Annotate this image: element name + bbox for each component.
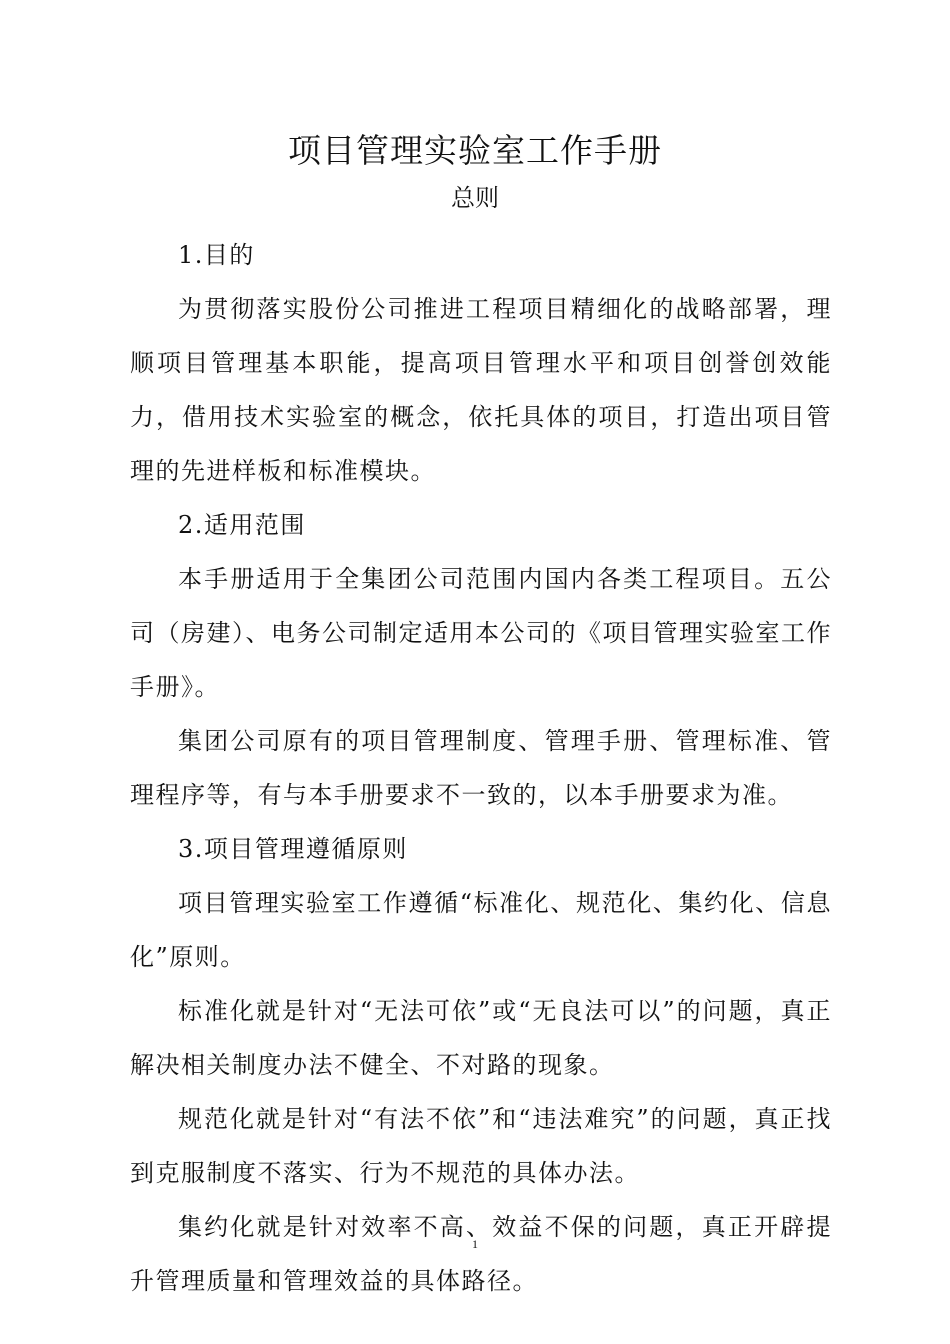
heading-principles: 3.项目管理遵循原则 [178, 835, 408, 863]
paragraph-scope: 本手册适用于全集团公司范围内国内各类工程项目。五公司（房建）、电务公司制定适用本公司的《项目管理实验室工作手册》。 [130, 565, 832, 701]
heading-scope: 2.适用范围 [178, 511, 306, 539]
paragraph-standardization: 标准化就是针对“无法可依”或“无良法可以”的问题，真正解决相关制度办法不健全、不对路的现象。 [130, 997, 832, 1079]
paragraph-purpose: 为贯彻落实股份公司推进工程项目精细化的战略部署，理顺项目管理基本职能，提高项目管理水平和项目创誉创效能力，借用技术实验室的概念，依托具体的项目，打造出项目管理的先进样板和标准模块。 [130, 295, 832, 485]
paragraph-intensification: 集约化就是针对效率不高、效益不保的问题，真正开辟提升管理质量和管理效益的具体路径。 [130, 1213, 832, 1295]
paragraph-principles: 项目管理实验室工作遵循“标准化、规范化、集约化、信息化”原则。 [130, 889, 832, 971]
paragraph-precedence: 集团公司原有的项目管理制度、管理手册、管理标准、管理程序等，有与本手册要求不一致的，以本手册要求为准。 [130, 727, 832, 809]
page-number: 1 [472, 1237, 478, 1251]
document-body [130, 228, 832, 1308]
paragraph-normalization: 规范化就是针对“有法不依”和“违法难究”的问题，真正找到克服制度不落实、行为不规范的具体办法。 [130, 1105, 832, 1187]
document-title: 项目管理实验室工作手册 [288, 131, 662, 170]
section-heading: 总则 [451, 184, 499, 212]
heading-purpose: 1.目的 [178, 241, 255, 269]
